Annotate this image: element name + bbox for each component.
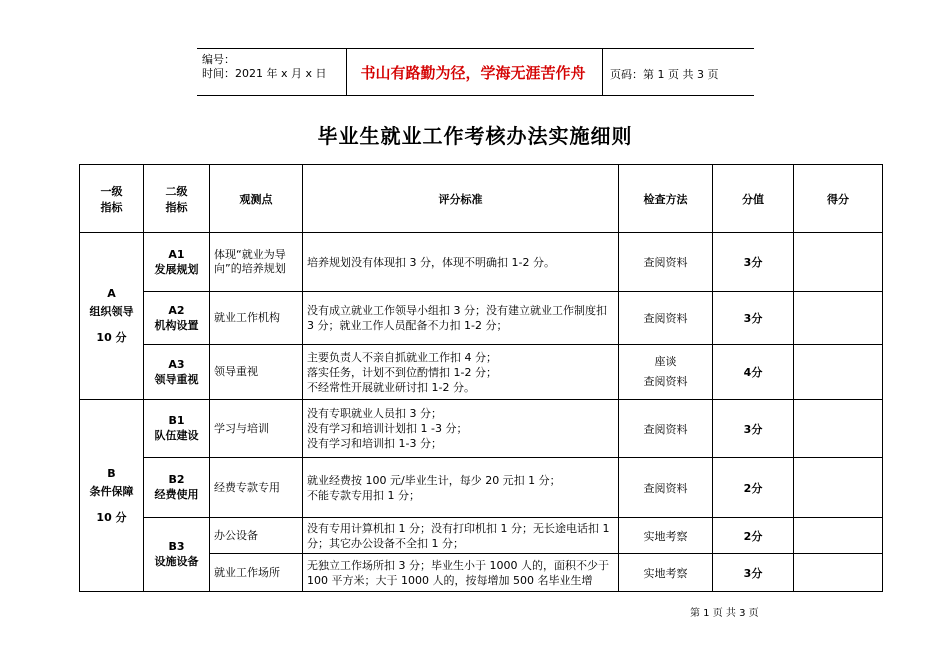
observe-cell: 经费专款专用: [210, 458, 303, 518]
l2-name: 领导重视: [154, 372, 199, 386]
header-standard: 评分标准: [303, 165, 619, 233]
header-level2: 二级 指标: [144, 165, 210, 233]
got-cell[interactable]: [794, 233, 883, 292]
header-got: 得分: [794, 165, 883, 233]
method-cell: 查阅资料: [619, 458, 713, 518]
score-cell: 3分: [713, 233, 794, 292]
standard-cell: 培养规划没有体现扣 3 分，体现不明确扣 1-2 分。: [303, 233, 619, 292]
l2-name: 设施设备: [154, 555, 199, 568]
header-method: 检查方法: [619, 165, 713, 233]
observe-cell: 就业工作场所: [210, 554, 303, 592]
l2-code: A3: [168, 357, 185, 371]
doc-number-label: 编号：: [202, 53, 235, 66]
l2-cell: [144, 458, 210, 518]
method-cell: 查阅资料: [619, 400, 713, 458]
motto: 书山有路勤为径，学海无涯苦作舟: [360, 64, 586, 82]
observe-cell: 体现“就业为导向”的培养规划: [210, 233, 303, 292]
l2-cell: [144, 345, 210, 400]
l2-code: A1: [168, 247, 185, 261]
observe-cell: 办公设备: [210, 518, 303, 554]
l2-code: A2: [168, 303, 185, 317]
header-level1: 一级 指标: [80, 165, 144, 233]
group-a-cell: [80, 233, 144, 400]
l2-cell: [144, 518, 210, 592]
score-cell: 4分: [713, 345, 794, 400]
table-row: [80, 233, 883, 292]
table-row: [80, 345, 883, 400]
table-row: [80, 518, 883, 554]
method-cell: 实地考察: [619, 518, 713, 554]
page-footer: 第 1 页 共 3 页: [690, 608, 759, 619]
group-a-code: A: [107, 287, 116, 300]
method-cell: 实地考察: [619, 554, 713, 592]
header-observe: 观测点: [210, 165, 303, 233]
group-b-code: B: [107, 466, 116, 480]
score-cell: 2分: [713, 518, 794, 554]
score-cell: 3分: [713, 554, 794, 592]
table-row: [80, 292, 883, 345]
header-top-rule: [197, 48, 754, 49]
standard-cell: 主要负责人不亲自抓就业工作扣 4 分； 落实任务，计划不到位酌情扣 1-2 分； 不经常性开展就业研讨扣 1-2 分。: [303, 345, 619, 400]
score-cell: 3分: [713, 400, 794, 458]
date-label: 时间：2021 年 x 月 x 日: [202, 67, 327, 80]
got-cell[interactable]: [794, 400, 883, 458]
document-title: 毕业生就业工作考核办法实施细则: [317, 124, 633, 148]
observe-cell: 学习与培训: [210, 400, 303, 458]
l2-name: 发展规划: [154, 262, 199, 276]
standard-cell: 无独立工作场所扣 3 分；毕业生小于 1000 人的，面积不少于 100 平方米；大于 1000 人的，按每增加 500 名毕业生增: [303, 554, 619, 592]
standard-cell: 没有专用计算机扣 1 分；没有打印机扣 1 分；无长途电话扣 1 分；其它办公设备不全扣 1 分；: [303, 518, 619, 554]
group-b-cell: [80, 400, 144, 592]
l2-code: B3: [168, 540, 185, 553]
table-row: [80, 458, 883, 518]
l2-code: B2: [168, 473, 185, 486]
standard-cell: 没有成立就业工作领导小组扣 3 分；没有建立就业工作制度扣 3 分；就业工作人员配备不力扣 1-2 分；: [303, 292, 619, 345]
l2-cell: [144, 292, 210, 345]
score-cell: 3分: [713, 292, 794, 345]
got-cell[interactable]: [794, 554, 883, 592]
table-header-row: [80, 165, 883, 233]
score-cell: 2分: [713, 458, 794, 518]
standard-cell: 没有专职就业人员扣 3 分； 没有学习和培训计划扣 1 -3 分； 没有学习和培训扣 1-3 分；: [303, 400, 619, 458]
l2-cell: [144, 400, 210, 458]
assessment-table: [79, 164, 883, 592]
observe-cell: 就业工作机构: [210, 292, 303, 345]
got-cell[interactable]: [794, 458, 883, 518]
got-cell[interactable]: [794, 292, 883, 345]
standard-cell: 就业经费按 100 元/毕业生计，每少 20 元扣 1 分； 不能专款专用扣 1 分；: [303, 458, 619, 518]
l2-name: 机构设置: [154, 318, 199, 332]
method-cell: 查阅资料: [619, 233, 713, 292]
header-divider-right: [602, 49, 603, 96]
group-b-name: 条件保障: [89, 484, 134, 498]
group-a-name: 组织领导: [89, 305, 134, 318]
l2-name: 队伍建设: [154, 429, 199, 442]
page-indicator: 页码：第 1 页 共 3 页: [610, 68, 719, 81]
l2-code: B1: [168, 414, 185, 427]
l2-name: 经费使用: [154, 488, 199, 501]
got-cell[interactable]: [794, 345, 883, 400]
table-row: [80, 400, 883, 458]
group-a-points: 10 分: [96, 331, 127, 344]
method-cell: 座谈 查阅资料: [619, 345, 713, 400]
method-cell: 查阅资料: [619, 292, 713, 345]
group-b-points: 10 分: [96, 510, 127, 524]
got-cell[interactable]: [794, 518, 883, 554]
observe-cell: 领导重视: [210, 345, 303, 400]
header-bottom-rule: [197, 95, 754, 96]
l2-cell: [144, 233, 210, 292]
header-score: 分值: [713, 165, 794, 233]
